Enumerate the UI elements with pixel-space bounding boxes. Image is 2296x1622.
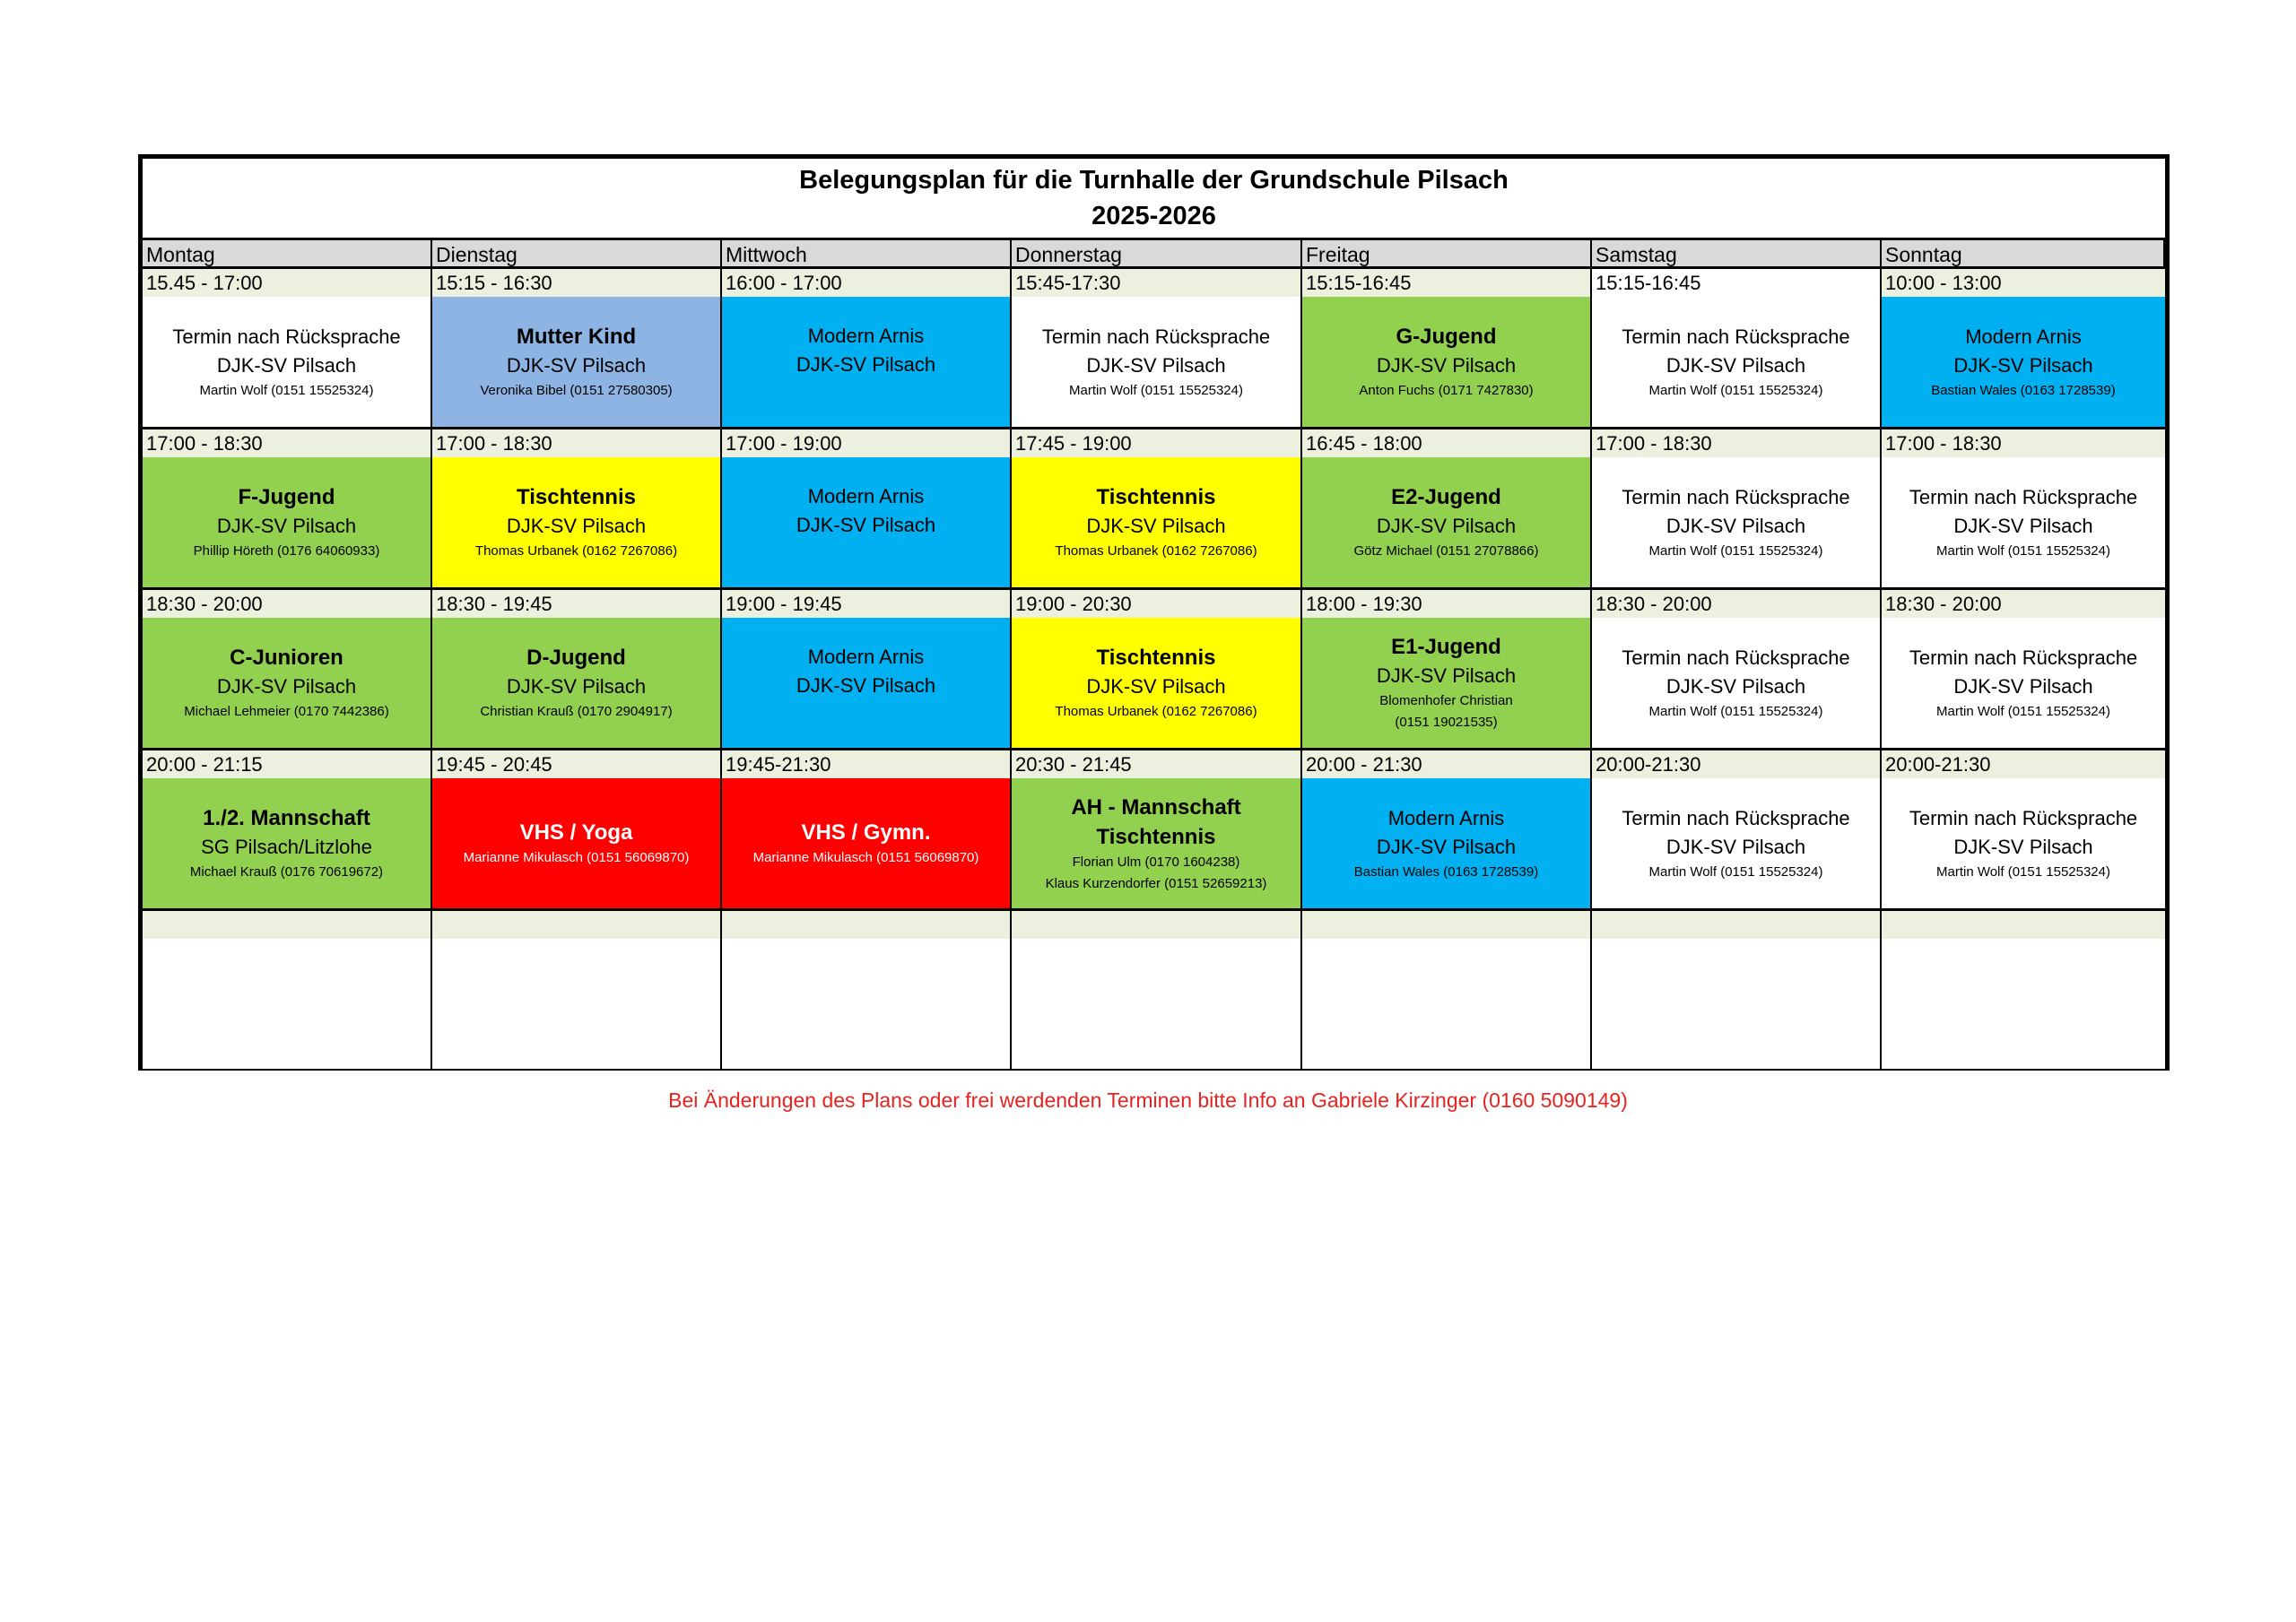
booking-contact: Marianne Mikulasch (0151 56069870) [463,850,690,865]
booking-contact: Martin Wolf (0151 15525324) [1648,703,1823,719]
booking-cell [432,457,722,590]
booking-line: DJK-SV Pilsach [1376,835,1517,858]
empty-time-slot [1882,911,2165,939]
booking-line: SG Pilsach/Litzlohe [201,836,372,858]
booking-contact: Florian Ulm (0170 1604238) [1072,854,1240,870]
booking-contact: Veronika Bibel (0151 27580305) [480,383,673,398]
schedule-table [138,154,2170,1071]
booking-contact: Bastian Wales (0163 1728539) [1353,863,1539,880]
booking-cell [432,778,722,911]
booking-line: Modern Arnis [807,325,925,347]
booking-line: DJK-SV Pilsach [1376,664,1517,687]
booking-cell [143,618,432,750]
booking-line: DJK-SV Pilsach [796,353,936,376]
empty-booking-cell [722,939,1012,1069]
empty-time-slot [1302,911,1592,939]
booking-contact: Marianne Mikulasch (0151 56069870) [752,850,979,865]
time-slot: 20:00 - 21:30 [1302,750,1592,778]
booking-contact: Michael Krauß (0176 70619672) [189,864,384,880]
title-line-2: 2025-2026 [1091,202,1216,230]
table-title [143,159,2165,240]
time-slot: 16:45 - 18:00 [1302,429,1592,457]
booking-line: DJK-SV Pilsach [1086,515,1226,537]
booking-title: C-Junioren [230,646,344,670]
time-slot: 18:30 - 20:00 [143,590,432,618]
booking-contact: Martin Wolf (0151 15525324) [1935,542,2110,559]
booking-cell [1012,297,1302,429]
booking-title: 1./2. Mannschaft [203,806,370,830]
booking-contact: Thomas Urbanek (0162 7267086) [1055,704,1257,719]
day-header: Mittwoch [722,240,1012,269]
time-slot: 17:00 - 18:30 [143,429,432,457]
empty-time-slot [432,911,722,939]
booking-title: VHS / Yoga [519,820,633,845]
booking-title: Tischtennis [1096,485,1216,509]
booking-line: Modern Arnis [1387,806,1505,829]
booking-contact: Götz Michael (0151 27078866) [1353,543,1539,559]
booking-line: DJK-SV Pilsach [216,675,357,698]
time-slot: 15:45-17:30 [1012,269,1302,297]
time-slot: 20:00 - 21:15 [143,750,432,778]
booking-line: Modern Arnis [1965,325,2082,348]
empty-time-slot [143,911,432,939]
booking-contact: Martin Wolf (0151 15525324) [1648,542,1823,559]
booking-contact: Thomas Urbanek (0162 7267086) [474,543,678,559]
booking-cell [1302,457,1592,590]
empty-time-slot [722,911,1012,939]
time-slot: 17:00 - 18:30 [432,429,722,457]
booking-line: DJK-SV Pilsach [1665,514,1806,537]
empty-booking-cell [1302,939,1592,1069]
booking-line: DJK-SV Pilsach [1953,835,2093,858]
booking-line: DJK-SV Pilsach [1665,353,1806,377]
time-slot: 17:00 - 19:00 [722,429,1012,457]
booking-line: Modern Arnis [807,485,925,507]
booking-title: Mutter Kind [516,325,637,349]
booking-title: AH - Mannschaft [1071,794,1241,820]
booking-cell [1592,297,1882,429]
time-slot: 18:30 - 20:00 [1592,590,1882,618]
time-slot: 17:00 - 18:30 [1592,429,1882,457]
time-slot: 18:30 - 20:00 [1882,590,2165,618]
time-slot: 15:15-16:45 [1592,269,1882,297]
booking-line: DJK-SV Pilsach [506,515,647,537]
booking-line: DJK-SV Pilsach [1376,515,1517,537]
time-slot: 19:45 - 20:45 [432,750,722,778]
booking-line: Modern Arnis [807,646,925,668]
booking-cell [1302,618,1592,750]
booking-contact: Anton Fuchs (0171 7427830) [1359,383,1534,398]
booking-contact: Martin Wolf (0151 15525324) [1648,863,1823,880]
booking-contact: Blomenhofer Christian [1379,693,1513,708]
time-slot: 20:00-21:30 [1882,750,2165,778]
booking-line: DJK-SV Pilsach [1953,674,2093,698]
booking-contact: Martin Wolf (0151 15525324) [199,382,374,398]
booking-line: Termin nach Rücksprache [1909,485,2138,508]
booking-cell [143,297,432,429]
booking-cell [1302,778,1592,911]
booking-title: E2-Jugend [1391,485,1501,509]
empty-booking-cell [1012,939,1302,1069]
time-slot: 19:00 - 20:30 [1012,590,1302,618]
booking-line: DJK-SV Pilsach [216,353,357,377]
time-slot: 20:00-21:30 [1592,750,1882,778]
booking-title: G-Jugend [1396,325,1497,349]
booking-cell [1882,778,2165,911]
booking-line: Termin nach Rücksprache [1622,325,1850,348]
booking-title: Tischtennis [1096,646,1216,670]
booking-contact: Christian Krauß (0170 2904917) [480,704,673,719]
time-slot: 17:45 - 19:00 [1012,429,1302,457]
booking-line: DJK-SV Pilsach [1086,353,1226,377]
booking-subtitle: Tischtennis [1096,824,1216,849]
time-slot: 20:30 - 21:45 [1012,750,1302,778]
day-header: Donnerstag [1012,240,1302,269]
booking-cell [1592,618,1882,750]
booking-contact: Martin Wolf (0151 15525324) [1935,703,2110,719]
booking-cell [143,457,432,590]
booking-line: Termin nach Rücksprache [172,325,401,348]
booking-cell [1012,457,1302,590]
empty-time-slot [1012,911,1302,939]
booking-cell [432,297,722,429]
time-slot: 15.45 - 17:00 [143,269,432,297]
booking-contact: (0151 19021535) [1395,715,1498,730]
day-header: Montag [143,240,432,269]
time-slot: 15:15-16:45 [1302,269,1592,297]
day-header: Dienstag [432,240,722,269]
time-slot: 18:00 - 19:30 [1302,590,1592,618]
booking-cell [1592,778,1882,911]
booking-contact: Thomas Urbanek (0162 7267086) [1055,543,1257,559]
booking-line: Termin nach Rücksprache [1622,646,1850,669]
booking-line: Termin nach Rücksprache [1041,325,1271,348]
booking-contact: Bastian Wales (0163 1728539) [1931,382,2116,398]
day-header: Freitag [1302,240,1592,269]
booking-line: DJK-SV Pilsach [1086,675,1226,698]
schedule-grid [143,240,2165,1069]
booking-line: DJK-SV Pilsach [1376,354,1517,377]
empty-booking-cell [432,939,722,1069]
booking-cell [432,618,722,750]
booking-cell [722,297,1012,429]
booking-title: Tischtennis [517,485,636,509]
booking-contact: Klaus Kurzendorfer (0151 52659213) [1045,875,1267,891]
booking-line: Termin nach Rücksprache [1909,806,2138,829]
booking-cell [1012,778,1302,911]
booking-line: DJK-SV Pilsach [796,674,936,697]
booking-cell [1882,618,2165,750]
footer-note: Bei Änderungen des Plans oder frei werdenden Terminen bitte Info an Gabriele Kirzinger (0160 5090149) [668,1089,1628,1112]
booking-cell [1012,618,1302,750]
time-slot: 16:00 - 17:00 [722,269,1012,297]
booking-title: E1-Jugend [1391,635,1501,659]
booking-line: Termin nach Rücksprache [1622,485,1850,508]
booking-line: DJK-SV Pilsach [506,354,647,377]
booking-line: DJK-SV Pilsach [1665,835,1806,858]
booking-line: Termin nach Rücksprache [1909,646,2138,669]
time-slot: 18:30 - 19:45 [432,590,722,618]
booking-cell [1882,457,2165,590]
booking-cell [722,618,1012,750]
empty-booking-cell [1592,939,1882,1069]
booking-contact: Martin Wolf (0151 15525324) [1935,863,2110,880]
time-slot: 19:00 - 19:45 [722,590,1012,618]
booking-cell [1592,457,1882,590]
empty-booking-cell [143,939,432,1069]
booking-line: Termin nach Rücksprache [1622,806,1850,829]
booking-cell [1882,297,2165,429]
booking-cell [143,778,432,911]
time-slot: 19:45-21:30 [722,750,1012,778]
day-header: Samstag [1592,240,1882,269]
booking-line: DJK-SV Pilsach [506,675,647,698]
booking-cell [722,778,1012,911]
booking-title: D-Jugend [526,646,626,670]
booking-line: DJK-SV Pilsach [1953,514,2093,537]
empty-time-slot [1592,911,1882,939]
time-slot: 15:15 - 16:30 [432,269,722,297]
booking-contact: Phillip Höreth (0176 64060933) [193,543,380,559]
time-slot: 10:00 - 13:00 [1882,269,2165,297]
day-header: Sonntag [1882,240,2165,269]
empty-booking-cell [1882,939,2165,1069]
booking-contact: Michael Lehmeier (0170 7442386) [184,704,389,719]
booking-title: F-Jugend [238,485,335,509]
booking-line: DJK-SV Pilsach [1665,674,1806,698]
title-line-1: Belegungsplan für die Turnhalle der Grundschule Pilsach [799,166,1509,195]
booking-contact: Martin Wolf (0151 15525324) [1648,382,1823,398]
booking-line: DJK-SV Pilsach [216,515,357,537]
booking-line: DJK-SV Pilsach [1953,353,2093,377]
booking-cell [1302,297,1592,429]
booking-contact: Martin Wolf (0151 15525324) [1068,382,1243,398]
booking-line: DJK-SV Pilsach [796,514,936,536]
booking-cell [722,457,1012,590]
booking-title: VHS / Gymn. [801,820,931,845]
time-slot: 17:00 - 18:30 [1882,429,2165,457]
